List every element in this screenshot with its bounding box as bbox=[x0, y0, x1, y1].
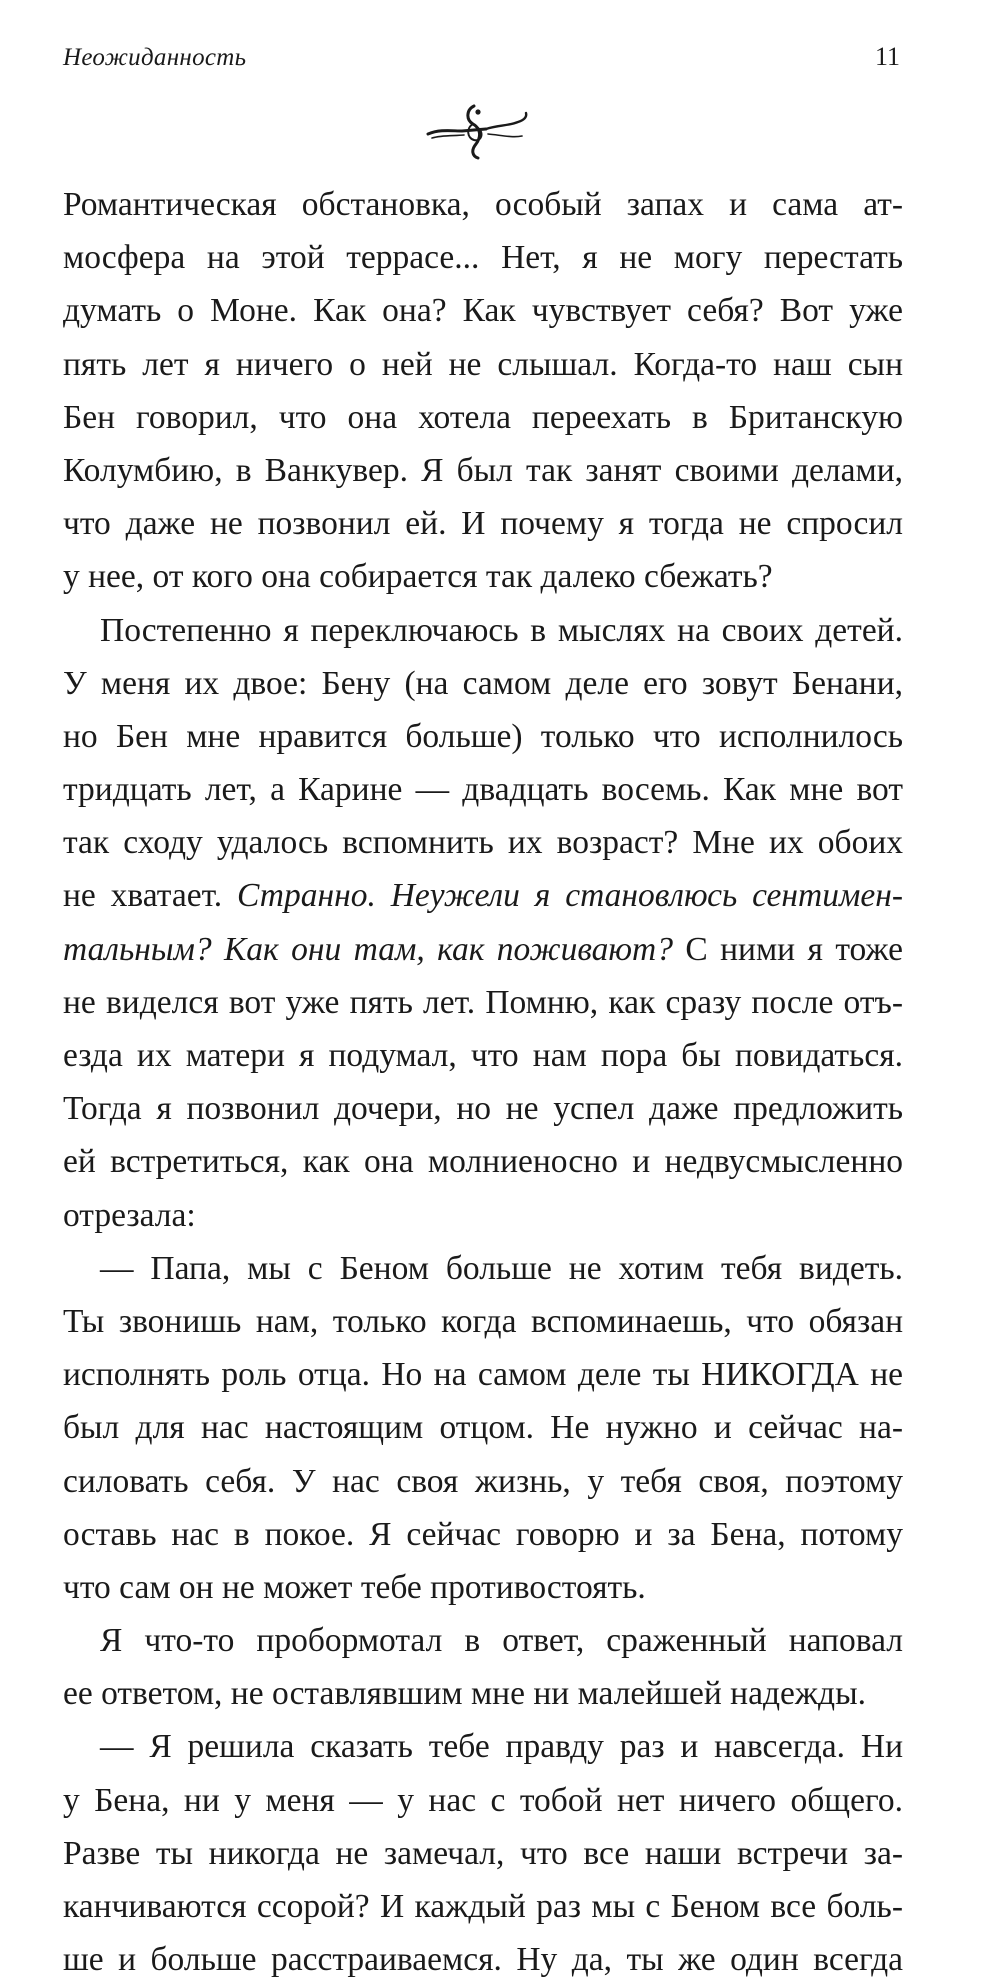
text-line: не виделся вот уже пять лет. Помню, как сразу после отъ- bbox=[63, 983, 903, 1021]
page-number: 11 bbox=[874, 42, 900, 71]
text-line: У меня их двое: Бену (на самом деле его зовут Бенани, bbox=[63, 664, 903, 702]
text-line: у Бена, ни у меня — у нас с тобой нет ничего общего. bbox=[63, 1781, 903, 1819]
main-text bbox=[63, 178, 903, 1986]
text-segment: С ними я тоже bbox=[685, 930, 904, 968]
text-segment: не хватает. bbox=[63, 877, 223, 915]
text-line: Колумбию, в Ванкувер. Я был так занят своими делами, bbox=[63, 451, 903, 489]
text-line: — Я решила сказать тебе правду раз и навсегда. Ни bbox=[100, 1728, 903, 1766]
text-line: у нее, от кого она собирается так далеко сбежать? bbox=[63, 558, 773, 596]
text-line: ше и больше расстраиваемся. Ну да, ты же один всегда bbox=[63, 1941, 903, 1979]
running-title: Неожиданность bbox=[63, 44, 247, 71]
text-line: что сам он не может тебе противостоять. bbox=[63, 1568, 646, 1606]
text-line: исполнять роль отца. Но на самом деле ты НИКОГДА не bbox=[63, 1356, 903, 1394]
text-line: Разве ты никогда не замечал, что все наши встречи за- bbox=[63, 1834, 903, 1872]
text-line: тридцать лет, а Карине — двадцать восемь. Как мне вот bbox=[63, 771, 903, 809]
text-line: Тогда я позвонил дочери, но не успел даже предложить bbox=[63, 1090, 903, 1128]
italic-thought: Странно. Неужели я становлюсь сентимен- bbox=[236, 877, 903, 915]
italic-thought: тальным? Как они там, как поживают? bbox=[63, 930, 673, 968]
text-line-mixed bbox=[63, 869, 903, 922]
text-line: Ты звонишь нам, только когда вспоминаешь, что обязан bbox=[63, 1302, 903, 1340]
text-line: езда их матери я подумал, что нам пора бы повидаться. bbox=[63, 1037, 903, 1074]
text-line: канчиваются ссорой? И каждый раз мы с Беном все боль- bbox=[63, 1888, 903, 1925]
text-line: Романтическая обстановка, особый запах и сама ат- bbox=[63, 186, 903, 223]
fleuron-ornament-icon bbox=[426, 98, 530, 162]
text-line: оставь нас в покое. Я сейчас говорю и за Бена, потому bbox=[63, 1515, 903, 1553]
text-line: Я что-то пробормотал в ответ, сраженный наповал bbox=[100, 1622, 903, 1660]
text-line: но Бен мне нравится больше) только что исполнилось bbox=[63, 717, 903, 755]
text-line-mixed bbox=[63, 923, 903, 976]
text-line: пять лет я ничего о ней не слышал. Когда-то наш сын bbox=[63, 345, 903, 383]
text-line: отрезала: bbox=[63, 1196, 196, 1234]
text-line: Постепенно я переключаюсь в мыслях на своих детей. bbox=[100, 611, 903, 649]
text-line: — Папа, мы с Беном больше не хотим тебя видеть. bbox=[100, 1249, 903, 1287]
text-line: ей встретиться, как она молниеносно и недвусмысленно bbox=[63, 1143, 903, 1181]
text-line: так сходу удалось вспомнить их возраст? Мне их обоих bbox=[63, 824, 903, 862]
text-line: был для нас настоящим отцом. Не нужно и сейчас на- bbox=[63, 1409, 903, 1447]
text-line: думать о Моне. Как она? Как чувствует себя? Вот уже bbox=[63, 292, 903, 330]
text-line: силовать себя. У нас своя жизнь, у тебя своя, поэтому bbox=[63, 1462, 903, 1500]
text-line: что даже не позвонил ей. И почему я тогда не спросил bbox=[63, 505, 903, 543]
text-line: ее ответом, не оставлявшим мне ни малейшей надежды. bbox=[63, 1675, 866, 1713]
text-line: Бен говорил, что она хотела переехать в Британскую bbox=[63, 398, 903, 436]
text-line: мосфера на этой террасе... Нет, я не могу перестать bbox=[63, 239, 903, 277]
